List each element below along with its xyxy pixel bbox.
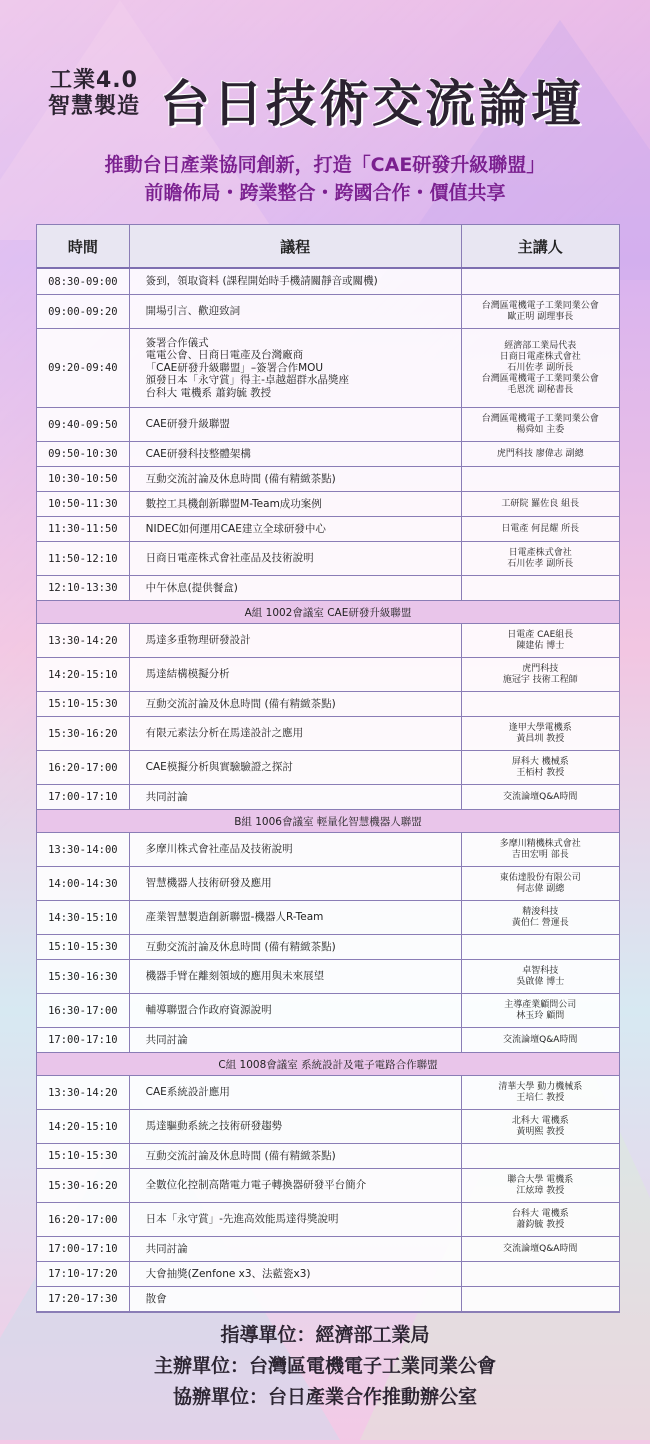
speaker-line: 精浚科技 (522, 906, 559, 917)
speaker-cell (462, 492, 619, 516)
speaker-cell (462, 1144, 619, 1168)
agenda-line: 馬達結構模擬分析 (145, 668, 230, 681)
time-cell: 13:30-14:20 (37, 624, 130, 657)
agenda-cell (130, 1076, 462, 1109)
table-row (37, 329, 619, 408)
speaker-line: 毛恩洸 副秘書長 (507, 384, 574, 395)
table-row (37, 867, 619, 901)
footer-guidance: 指導單位：經濟部工業局 (220, 1324, 430, 1346)
agenda-cell (130, 1287, 462, 1311)
time-cell: 15:30-16:20 (37, 1169, 130, 1202)
agenda-cell (130, 867, 462, 900)
agenda-line: 簽署合作儀式 (145, 336, 209, 349)
footer (0, 1320, 650, 1413)
speaker-cell (462, 467, 619, 491)
time-cell: 09:40-09:50 (37, 408, 130, 441)
table-row (37, 576, 619, 601)
agenda-line: 大會抽獎(Zenfone x3、法藍瓷x3) (145, 1267, 311, 1280)
agenda-cell (130, 467, 462, 491)
speaker-line: 江炫璋 教授 (516, 1185, 565, 1196)
speaker-line: 卓智科技 (522, 965, 559, 976)
page-title: 台日技術交流論壇 (160, 75, 584, 133)
agenda-cell (130, 692, 462, 716)
speaker-line: 歐正明 副理事長 (507, 311, 574, 322)
agenda-cell (130, 329, 462, 407)
speaker-line: 台灣區電機電子工業同業公會 (481, 413, 599, 424)
table-row (37, 442, 619, 467)
agenda-line: 互動交流討論及休息時間 (備有精緻茶點) (145, 472, 336, 485)
table-row (37, 1237, 619, 1262)
time-cell: 11:30-11:50 (37, 517, 130, 541)
time-cell: 13:30-14:00 (37, 833, 130, 866)
table-row (37, 517, 619, 542)
table-row (37, 717, 619, 751)
speaker-cell (462, 1262, 619, 1286)
section-header: B組 1006會議室 輕量化智慧機器人聯盟 (37, 810, 619, 833)
table-row (37, 1287, 619, 1312)
agenda-line: 頒發日本「永守賞」得主-卓越超群水晶獎座 (145, 374, 349, 387)
speaker-cell (462, 751, 619, 784)
speaker-cell (462, 867, 619, 900)
agenda-cell (130, 542, 462, 575)
table-row (37, 901, 619, 935)
table-body (37, 269, 619, 1312)
speaker-line: 日商日電產株式會社 (499, 351, 581, 362)
time-cell: 12:10-13:30 (37, 576, 130, 600)
speaker-line: 黃伯仁 營運長 (511, 917, 569, 928)
footer-organizer: 主辦單位：台灣區電機電子工業同業公會 (153, 1355, 496, 1377)
section-header: C組 1008會議室 系統設計及電子電路合作聯盟 (37, 1053, 619, 1076)
table-row (37, 624, 619, 658)
header (0, 0, 650, 210)
schedule-table (36, 224, 620, 1313)
agenda-line: 全數位化控制高階電力電子轉換器研發平台簡介 (145, 1179, 367, 1192)
table-row (37, 269, 619, 295)
table-row (37, 785, 619, 810)
speaker-cell (462, 329, 619, 407)
time-cell: 14:00-14:30 (37, 867, 130, 900)
speaker-line: 清華大學 動力機械系 (498, 1081, 583, 1092)
speaker-cell (462, 717, 619, 750)
agenda-line: 互動交流討論及休息時間 (備有精緻茶點) (145, 1149, 336, 1162)
time-cell: 08:30-09:00 (37, 269, 130, 294)
agenda-cell (130, 960, 462, 993)
speaker-line: 交流論壇Q&A時間 (503, 1243, 578, 1254)
speaker-line: 日電產株式會社 (508, 547, 572, 558)
agenda-line: 台科大 電機系 蕭鈞毓 教授 (145, 386, 272, 399)
speaker-line: 聯合大學 電機系 (507, 1174, 574, 1185)
agenda-cell (130, 269, 462, 294)
agenda-line: 「CAE研發升級聯盟」–簽署合作MOU (145, 361, 324, 374)
speaker-line: 虎門科技 (522, 663, 559, 674)
table-row (37, 1169, 619, 1203)
table-row (37, 960, 619, 994)
time-cell: 16:20-17:00 (37, 1203, 130, 1236)
speaker-line: 何志偉 副總 (516, 883, 565, 894)
speaker-line: 台科大 電機系 (511, 1208, 569, 1219)
time-cell: 11:50-12:10 (37, 542, 130, 575)
speaker-line: 多摩川精機株式會社 (499, 838, 581, 849)
agenda-line: CAE系統設計應用 (145, 1086, 230, 1099)
speaker-cell (462, 1076, 619, 1109)
speaker-cell (462, 1203, 619, 1236)
agenda-cell (130, 576, 462, 600)
speaker-line: 吳啟偉 博士 (516, 976, 565, 987)
speaker-cell (462, 1237, 619, 1261)
table-row (37, 692, 619, 717)
agenda-cell (130, 492, 462, 516)
speaker-cell (462, 542, 619, 575)
speaker-cell (462, 994, 619, 1027)
agenda-line: 有限元素法分析在馬達設計之應用 (145, 727, 304, 740)
speaker-cell (462, 295, 619, 328)
agenda-line: 馬達驅動系統之技術研發趨勢 (145, 1120, 283, 1133)
agenda-cell (130, 717, 462, 750)
agenda-line: 中午休息(提供餐盒) (145, 581, 238, 594)
speaker-cell (462, 1287, 619, 1311)
table-row (37, 1110, 619, 1144)
agenda-line: 輔導聯盟合作政府資源說明 (145, 1004, 272, 1017)
speaker-line: 日電產 何昆耀 所長 (501, 523, 580, 534)
time-cell: 17:00-17:10 (37, 1237, 130, 1261)
agenda-cell (130, 1144, 462, 1168)
time-cell: 15:30-16:30 (37, 960, 130, 993)
subtitle-2: 前瞻佈局・跨業整合・跨國合作・價值共享 (144, 182, 506, 204)
speaker-line: 經濟部工業局代表 (504, 340, 577, 351)
agenda-line: 機器手臂在離刻領域的應用與未來展望 (145, 970, 325, 983)
speaker-line: 陳建佑 博士 (516, 640, 565, 651)
time-cell: 14:30-15:10 (37, 901, 130, 934)
table-row (37, 658, 619, 692)
speaker-line: 北科大 電機系 (511, 1115, 569, 1126)
badge-line1: 工業4.0 (50, 68, 138, 93)
agenda-line: 數控工具機創新聯盟M-Team成功案例 (145, 497, 322, 510)
industry-badge (38, 70, 150, 118)
table-row (37, 833, 619, 867)
speaker-line: 交流論壇Q&A時間 (503, 791, 578, 802)
agenda-line: 共同討論 (145, 1033, 188, 1046)
speaker-cell (462, 576, 619, 600)
speaker-cell (462, 658, 619, 691)
table-row (37, 295, 619, 329)
time-cell: 15:10-15:30 (37, 1144, 130, 1168)
agenda-line: CAE模擬分析與實驗驗證之探討 (145, 761, 293, 774)
speaker-line: 吉田宏明 部長 (511, 849, 569, 860)
agenda-cell (130, 994, 462, 1027)
agenda-line: 共同討論 (145, 1242, 188, 1255)
speaker-line: 東佑達股份有限公司 (499, 872, 581, 883)
speaker-line: 王培仁 教授 (516, 1092, 565, 1103)
speaker-cell (462, 517, 619, 541)
agenda-cell (130, 517, 462, 541)
time-cell: 13:30-14:20 (37, 1076, 130, 1109)
time-cell: 14:20-15:10 (37, 1110, 130, 1143)
speaker-line: 楊舜如 主委 (516, 424, 565, 435)
table-row (37, 994, 619, 1028)
agenda-cell (130, 1169, 462, 1202)
agenda-cell (130, 1237, 462, 1261)
agenda-line: 簽到，領取資料 (課程開始時手機請關靜音或關機) (145, 275, 378, 288)
speaker-line: 台灣區電機電子工業同業公會 (481, 373, 599, 384)
agenda-cell (130, 295, 462, 328)
agenda-line: 散會 (145, 1292, 167, 1305)
time-cell: 09:00-09:20 (37, 295, 130, 328)
agenda-line: 互動交流討論及休息時間 (備有精緻茶點) (145, 697, 336, 710)
table-row (37, 1203, 619, 1237)
table-row (37, 542, 619, 576)
speaker-cell (462, 442, 619, 466)
table-row (37, 1144, 619, 1169)
speaker-line: 林玉玲 顧問 (516, 1010, 565, 1021)
speaker-line: 主導產業顧問公司 (504, 999, 577, 1010)
subtitle-1: 推動台日產業協同創新，打造「CAE研發升級聯盟」 (104, 154, 546, 176)
table-row (37, 935, 619, 960)
agenda-cell (130, 1028, 462, 1052)
speaker-cell (462, 1169, 619, 1202)
agenda-line: 馬達多重物理研發設計 (145, 634, 251, 647)
speaker-line: 虎門科技 廖偉志 副總 (496, 448, 584, 459)
speaker-line: 黃明熙 教授 (516, 1126, 565, 1137)
speaker-cell (462, 1028, 619, 1052)
time-cell: 10:30-10:50 (37, 467, 130, 491)
agenda-line: 開場引言、歡迎致詞 (145, 305, 241, 318)
agenda-line: NIDEC如何運用CAE建立全球研發中心 (145, 522, 326, 535)
agenda-line: 多摩川株式會社產品及技術說明 (145, 843, 293, 856)
agenda-cell (130, 1262, 462, 1286)
table-row (37, 467, 619, 492)
time-cell: 09:50-10:30 (37, 442, 130, 466)
speaker-cell (462, 1110, 619, 1143)
badge-line2: 智慧製造 (47, 94, 140, 119)
speaker-line: 王栢村 教授 (516, 767, 565, 778)
time-cell: 17:20-17:30 (37, 1287, 130, 1311)
agenda-cell (130, 833, 462, 866)
agenda-line: 電電公會、日商日電產及台灣廠商 (145, 349, 304, 362)
agenda-line: 互動交流討論及休息時間 (備有精緻茶點) (145, 940, 336, 953)
speaker-line: 台灣區電機電子工業同業公會 (481, 300, 599, 311)
footer-co-organizer: 協辦單位：台日產業合作推動辦公室 (172, 1386, 477, 1408)
table-row (37, 1076, 619, 1110)
agenda-line: 共同討論 (145, 790, 188, 803)
speaker-cell (462, 269, 619, 294)
agenda-cell (130, 1110, 462, 1143)
agenda-line: 日商日電產株式會社產品及技術說明 (145, 552, 314, 565)
speaker-line: 屏科大 機械系 (511, 756, 569, 767)
speaker-cell (462, 960, 619, 993)
time-cell: 10:50-11:30 (37, 492, 130, 516)
speaker-cell (462, 833, 619, 866)
time-cell: 16:20-17:00 (37, 751, 130, 784)
speaker-line: 逢甲大學電機系 (508, 722, 572, 733)
speaker-line: 工研院 羅佐良 組長 (501, 498, 580, 509)
speaker-line: 日電產 CAE組長 (507, 629, 574, 640)
speaker-line: 黃昌圳 教授 (516, 733, 565, 744)
table-row (37, 492, 619, 517)
table-header (37, 225, 619, 269)
time-cell: 15:30-16:20 (37, 717, 130, 750)
table-row (37, 1262, 619, 1287)
agenda-line: CAE研發升級聯盟 (145, 418, 230, 431)
speaker-line: 交流論壇Q&A時間 (503, 1034, 578, 1045)
agenda-line: 日本「永守賞」-先進高效能馬達得獎說明 (145, 1213, 339, 1226)
section-header: A組 1002會議室 CAE研發升級聯盟 (37, 601, 619, 624)
speaker-cell (462, 901, 619, 934)
speaker-line: 蕭鈞毓 教授 (516, 1219, 565, 1230)
table-row (37, 408, 619, 442)
agenda-line: 產業智慧製造創新聯盟-機器人R-Team (145, 911, 324, 924)
speaker-cell (462, 785, 619, 809)
time-cell: 16:30-17:00 (37, 994, 130, 1027)
agenda-cell (130, 785, 462, 809)
header-agenda: 議程 (130, 225, 462, 267)
speaker-cell (462, 692, 619, 716)
agenda-cell (130, 442, 462, 466)
speaker-cell (462, 408, 619, 441)
agenda-cell (130, 408, 462, 441)
agenda-line: CAE研發科技整體架構 (145, 447, 251, 460)
agenda-cell (130, 624, 462, 657)
table-row (37, 751, 619, 785)
speaker-line: 石川佐孝 副所長 (507, 558, 574, 569)
time-cell: 09:20-09:40 (37, 329, 130, 407)
speaker-cell (462, 624, 619, 657)
speaker-line: 施冠宇 技術工程師 (502, 674, 578, 685)
time-cell: 15:10-15:30 (37, 935, 130, 959)
agenda-cell (130, 751, 462, 784)
agenda-cell (130, 1203, 462, 1236)
table-row (37, 1028, 619, 1053)
time-cell: 17:00-17:10 (37, 785, 130, 809)
time-cell: 17:10-17:20 (37, 1262, 130, 1286)
time-cell: 17:00-17:10 (37, 1028, 130, 1052)
speaker-cell (462, 935, 619, 959)
agenda-cell (130, 901, 462, 934)
agenda-line: 智慧機器人技術研發及應用 (145, 877, 272, 890)
header-time: 時間 (37, 225, 130, 267)
time-cell: 14:20-15:10 (37, 658, 130, 691)
agenda-cell (130, 935, 462, 959)
agenda-cell (130, 658, 462, 691)
speaker-line: 石川佐孝 副所長 (507, 362, 574, 373)
time-cell: 15:10-15:30 (37, 692, 130, 716)
header-speaker: 主講人 (517, 237, 563, 256)
